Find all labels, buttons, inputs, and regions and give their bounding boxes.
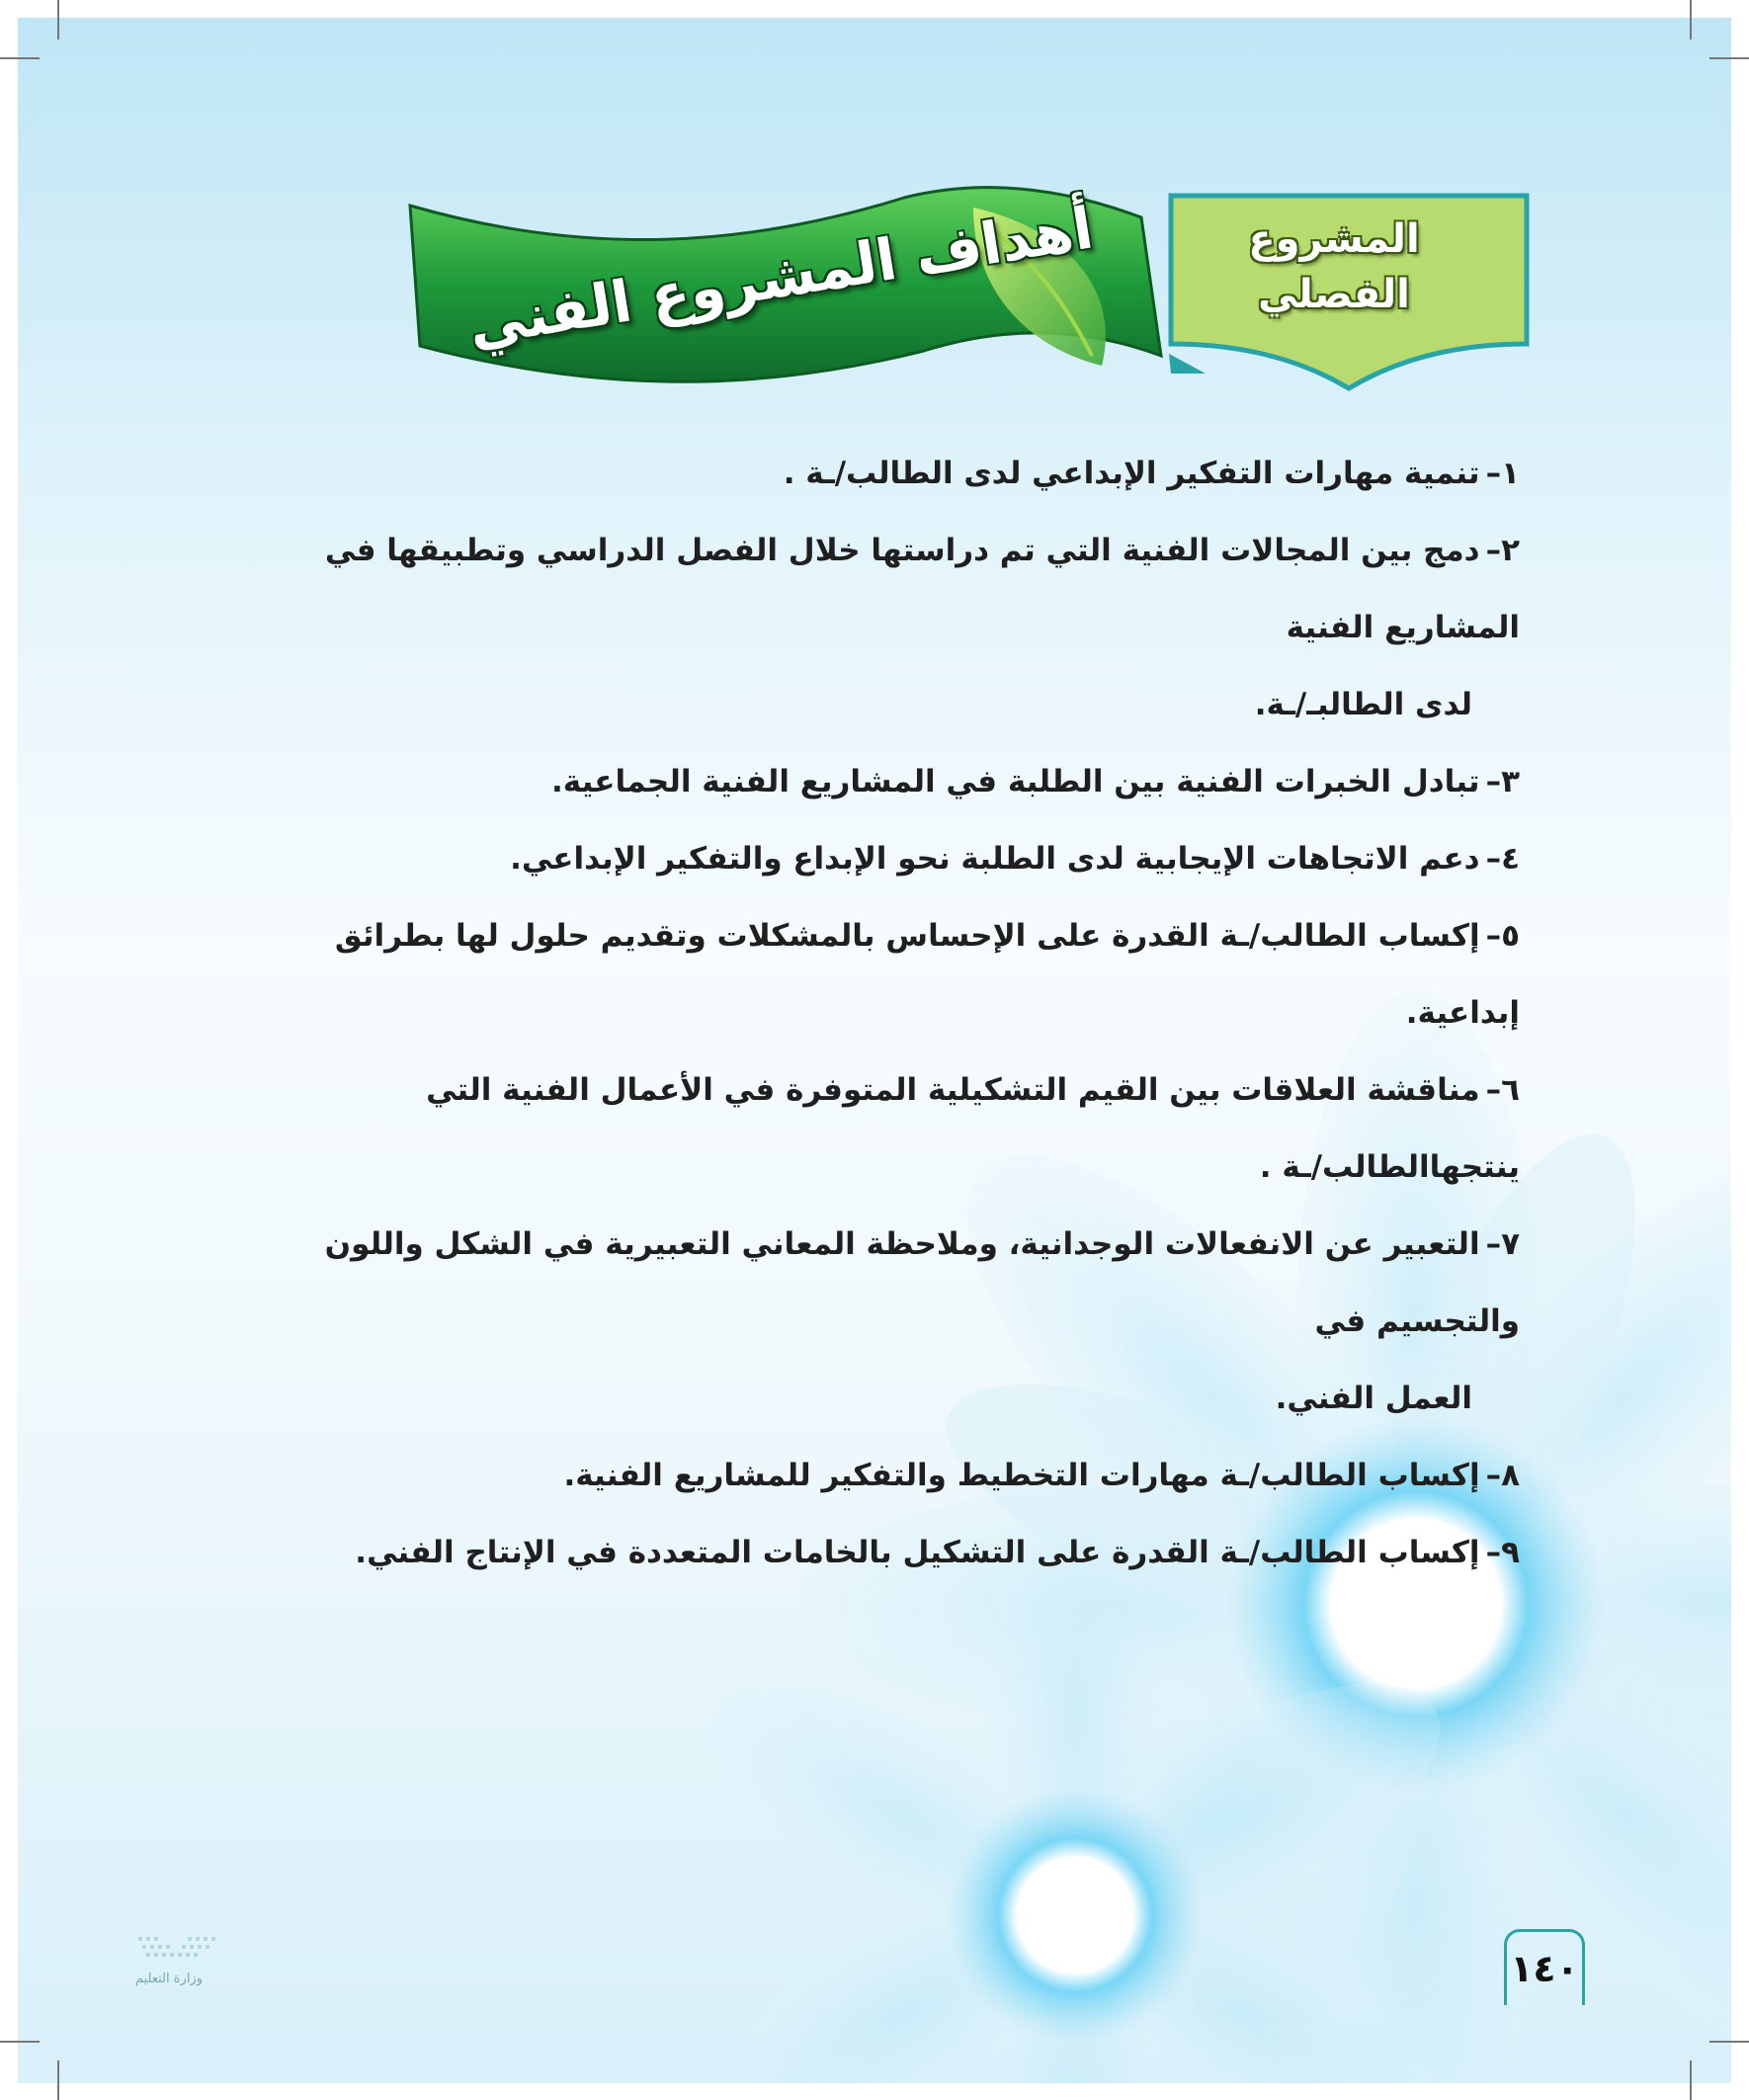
objectives-list bbox=[215, 435, 1520, 1591]
crop-mark bbox=[57, 0, 59, 40]
item-number: ٧– bbox=[1485, 1226, 1520, 1262]
list-item bbox=[215, 435, 1520, 512]
crop-mark bbox=[0, 2041, 40, 2043]
crop-mark bbox=[1690, 2060, 1692, 2100]
ministry-logo-icon bbox=[99, 1932, 237, 2001]
item-number: ٣– bbox=[1485, 764, 1520, 799]
list-item bbox=[215, 1514, 1520, 1591]
chapter-label-line2: الفصلي bbox=[1258, 272, 1410, 317]
item-number: ٩– bbox=[1485, 1535, 1520, 1570]
page-title: أهداف المشروع الفني bbox=[463, 194, 1098, 360]
crop-mark bbox=[1709, 2041, 1749, 2043]
item-text: دعم الاتجاهات الإيجابية لدى الطلبة نحو الإبداع والتفكير الإبداعي. bbox=[510, 841, 1480, 877]
chapter-label bbox=[1186, 208, 1482, 326]
chapter-label-line1: المشروع bbox=[1248, 216, 1420, 262]
crop-mark bbox=[1690, 0, 1692, 40]
item-text-continued: لدى الطالبـ/ـة. bbox=[1254, 687, 1472, 722]
item-text: تنمية مهارات التفكير الإبداعي لدى الطالب/ـة . bbox=[783, 456, 1480, 491]
item-text: إكساب الطالب/ـة مهارات التخطيط والتفكير للمشاريع الفنية. bbox=[563, 1458, 1480, 1493]
item-text: تبادل الخبرات الفنية بين الطلبة في المشاريع الفنية الجماعية. bbox=[551, 764, 1480, 799]
crop-mark bbox=[57, 2060, 59, 2100]
item-text: مناقشة العلاقات بين القيم التشكيلية المتوفرة في الأعمال الفنية التي ينتجهاالطالب/ـة . bbox=[426, 1072, 1520, 1185]
item-number: ٨– bbox=[1485, 1458, 1520, 1493]
item-text: إكساب الطالب/ـة القدرة على الإحساس بالمشكلات وتقديم حلول لها بطرائق إبداعية. bbox=[334, 918, 1520, 1031]
item-number: ٥– bbox=[1485, 918, 1520, 954]
page-number: ١٤٠ bbox=[1504, 1929, 1585, 2005]
item-text: التعبير عن الانفعالات الوجدانية، وملاحظة المعاني التعبيرية في الشكل واللون والتجسيم في bbox=[324, 1226, 1520, 1339]
item-number: ٤– bbox=[1485, 841, 1520, 877]
crop-mark bbox=[1709, 57, 1749, 59]
crop-mark bbox=[0, 57, 40, 59]
item-number: ٢– bbox=[1485, 533, 1520, 568]
item-text-continued: العمل الفني. bbox=[1275, 1381, 1472, 1416]
item-text: إكساب الطالب/ـة القدرة على التشكيل بالخامات المتعددة في الإنتاج الفني. bbox=[355, 1535, 1480, 1570]
list-item bbox=[215, 820, 1520, 897]
item-text: دمج بين المجالات الفنية التي تم دراستها خلال الفصل الدراسي وتطبيقها في المشاريع الفنية bbox=[324, 533, 1520, 645]
list-item bbox=[215, 1051, 1520, 1206]
list-item bbox=[215, 897, 1520, 1051]
item-number: ٦– bbox=[1485, 1072, 1520, 1108]
list-item bbox=[215, 1206, 1520, 1437]
item-number: ١– bbox=[1485, 456, 1520, 491]
list-item bbox=[215, 743, 1520, 820]
ministry-logo-text: وزارة التعليم bbox=[134, 1972, 203, 1986]
list-item bbox=[215, 1437, 1520, 1514]
list-item bbox=[215, 512, 1520, 743]
